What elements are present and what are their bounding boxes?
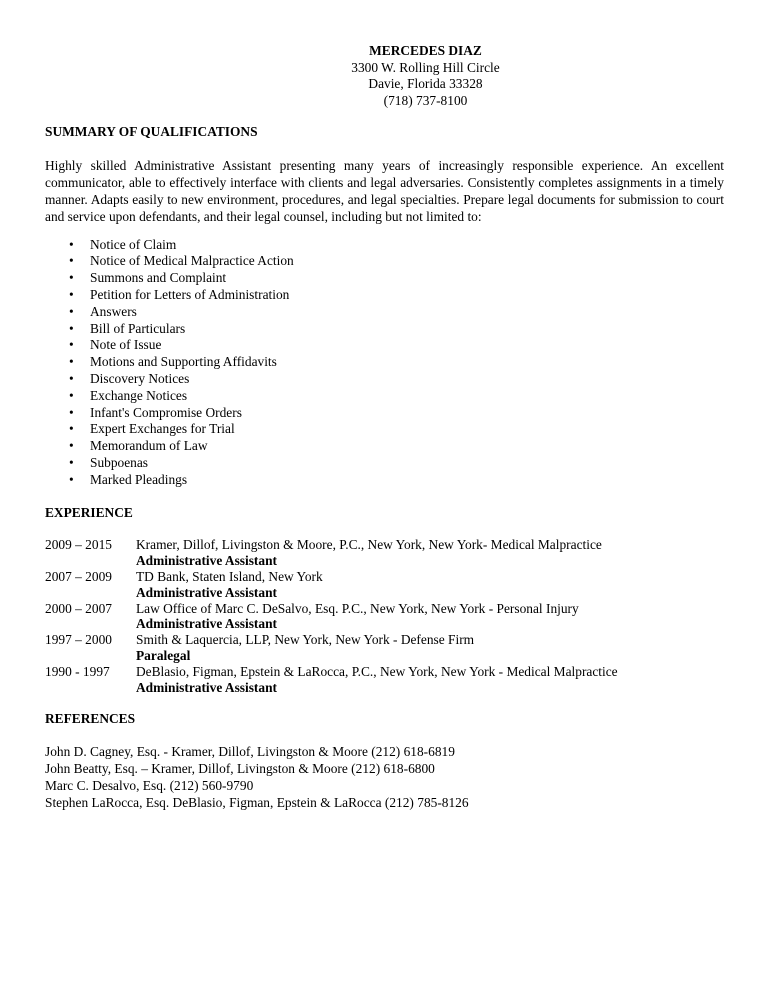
bullet-icon: • (69, 236, 74, 252)
experience-years: 1990 - 1997 (45, 663, 110, 679)
experience-years: 1997 – 2000 (45, 632, 112, 648)
experience-years: 2007 – 2009 (45, 568, 112, 584)
experience-years: 2009 – 2015 (45, 537, 112, 553)
qualifications-list (45, 237, 724, 489)
bullet-icon: • (69, 370, 74, 386)
summary-heading: SUMMARY OF QUALIFICATIONS (45, 124, 258, 139)
reference-item: Marc C. Desalvo, Esq. (212) 560-9790 (45, 777, 254, 793)
experience-heading: EXPERIENCE (45, 504, 133, 520)
list-item: • Petition for Letters of Administration (69, 287, 290, 302)
experience-entry (45, 601, 724, 633)
bullet-icon: • (69, 270, 74, 286)
list-item: • Memorandum of Law (69, 438, 208, 454)
list-item: • Discovery Notices (69, 370, 190, 386)
phone-number: (718) 737-8100 (383, 92, 468, 108)
bullet-icon: • (69, 438, 74, 454)
bullet-icon: • (69, 253, 74, 269)
resume-header (127, 43, 724, 109)
experience-entry (45, 664, 724, 696)
address-line-1: 3300 W. Rolling Hill Circle (351, 59, 500, 75)
address-line-2: Davie, Florida 33328 (368, 76, 483, 91)
experience-employer: TD Bank, Staten Island, New York (136, 568, 323, 584)
experience-employer: DeBlasio, Figman, Epstein & LaRocca, P.C., New York, New York - Medical Malpractice (136, 663, 618, 679)
bullet-icon: • (69, 320, 74, 336)
list-item: • Note of Issue (69, 337, 162, 353)
list-item: • Summons and Complaint (69, 270, 227, 286)
list-item: • Exchange Notices (69, 387, 188, 403)
resume-page (45, 43, 724, 812)
list-item: • Notice of Medical Malpractice Action (69, 253, 294, 269)
experience-employer: Smith & Laquercia, LLP, New York, New York - Defense Firm (136, 632, 475, 648)
bullet-icon: • (69, 421, 74, 437)
list-item: • Bill of Particulars (69, 320, 186, 336)
bullet-icon: • (69, 387, 74, 403)
list-item: • Motions and Supporting Affidavits (69, 354, 277, 370)
experience-entry (45, 632, 724, 664)
bullet-icon: • (69, 287, 74, 302)
experience-years: 2000 – 2007 (45, 600, 112, 616)
list-item: • Answers (69, 303, 137, 319)
list-item: • Subpoenas (69, 454, 149, 470)
reference-item: John Beatty, Esq. – Kramer, Dillof, Livingston & Moore (212) 618-6800 (45, 761, 435, 777)
bullet-icon: • (69, 471, 74, 487)
bullet-icon: • (69, 337, 74, 353)
experience-role: Administrative Assistant (136, 553, 277, 569)
summary-paragraph: Highly skilled Administrative Assistant presenting many years of increasingly responsible experience. An excellent communicator, able to effectively interface with clients and legal adversaries. Consistently completes assignments in a timely manner. Adapts easily to new environment, procedures, and legal specialties. Prepare legal documents for submission to court and service upon defendants, and their legal counsel, including but not limited to: (45, 157, 724, 225)
bullet-icon: • (69, 404, 74, 420)
applicant-name: MERCEDES DIAZ (369, 43, 482, 58)
experience-role: Administrative Assistant (136, 679, 277, 695)
experience-role: Administrative Assistant (136, 616, 277, 632)
experience-entry (45, 569, 724, 601)
experience-role: Paralegal (136, 647, 191, 663)
bullet-icon: • (69, 454, 74, 470)
list-item: • Infant's Compromise Orders (69, 404, 242, 420)
reference-item: Stephen LaRocca, Esq. DeBlasio, Figman, Epstein & LaRocca (212) 785-8126 (45, 794, 469, 810)
list-item: • Marked Pleadings (69, 471, 188, 487)
bullet-icon: • (69, 303, 74, 319)
experience-entry (45, 537, 724, 569)
experience-role: Administrative Assistant (136, 584, 277, 600)
references-heading: REFERENCES (45, 711, 136, 727)
experience-employer: Law Office of Marc C. DeSalvo, Esq. P.C., New York, New York - Personal Injury (136, 600, 579, 616)
reference-item: John D. Cagney, Esq. - Kramer, Dillof, Livingston & Moore (212) 618-6819 (45, 744, 455, 760)
list-item: • Expert Exchanges for Trial (69, 421, 235, 437)
references-list (45, 744, 724, 812)
experience-list (45, 537, 724, 695)
experience-employer: Kramer, Dillof, Livingston & Moore, P.C., New York, New York- Medical Malpractice (136, 537, 602, 553)
list-item: • Notice of Claim (69, 236, 177, 252)
bullet-icon: • (69, 354, 74, 370)
